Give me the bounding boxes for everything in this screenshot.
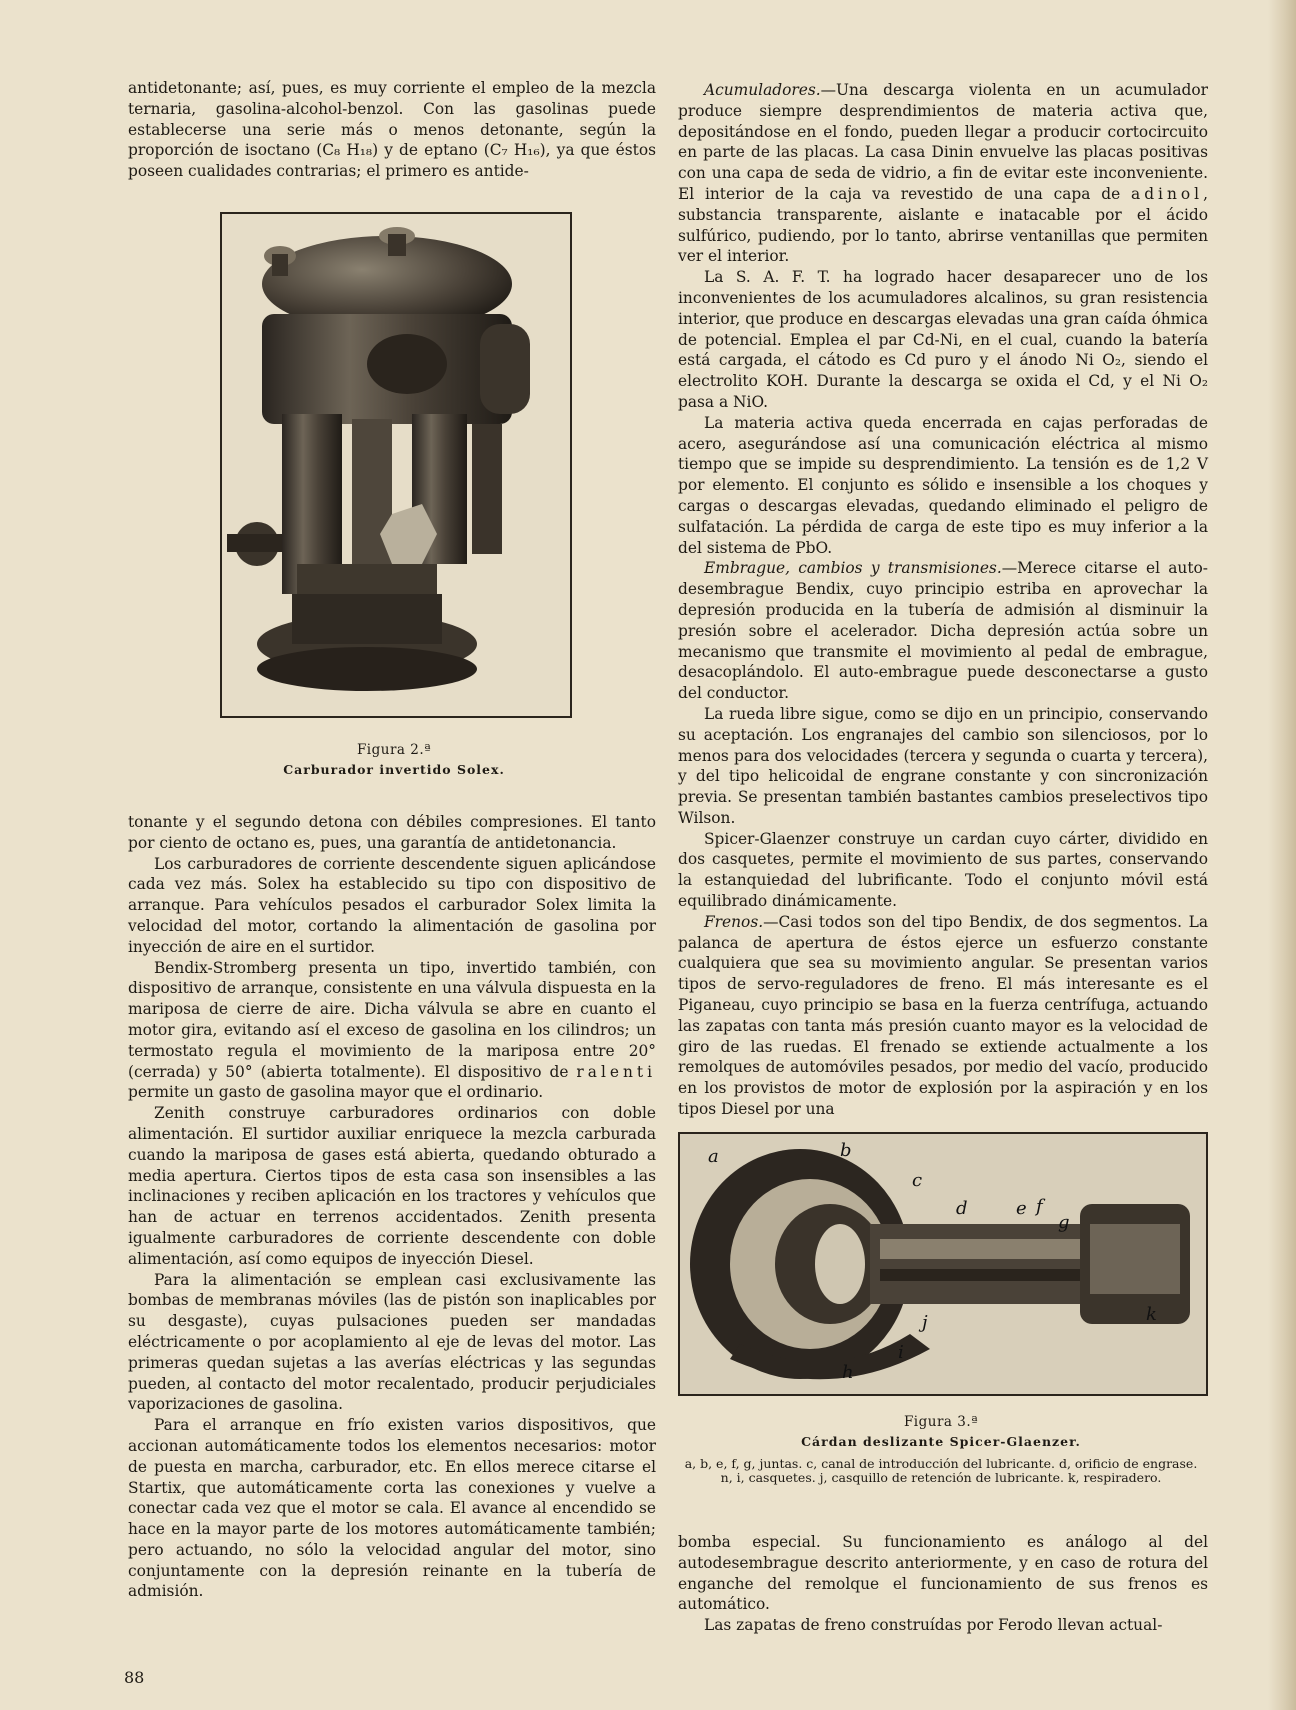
paragraph bbox=[678, 80, 1208, 267]
figure-3-title: Cárdan deslizante Spicer-Glaenzer. bbox=[801, 1434, 1081, 1449]
figure-3-letter-g: g bbox=[1058, 1212, 1070, 1233]
page-edge-shadow bbox=[1268, 0, 1296, 1710]
figure-3-letter-c: c bbox=[912, 1170, 923, 1191]
paragraph: La materia activa queda encerrada en cajas perforadas de acero, asegurándose así una comunicación eléctrica al mismo tiempo que se impide su desprendimiento. La tensión es de 1,2 V por elemento. El conjunto es sólido e insensible a los choques y cargas o descargas elevadas, quedando eliminado el peligro de sulfatación. La pérdida de carga de este tipo es muy inferior a la del sistema de PbO. bbox=[678, 413, 1208, 557]
paragraph: Zenith construye carburadores ordinarios con doble alimentación. El surtidor auxiliar enriquece la mezcla carburada cuando la mariposa de gases está abierta, quedando obturado a media apertura. Ciertos tipos de esta casa son insensibles a las inclinaciones y reciben aplicación en los tractores y vehículos que han de actuar en terrenos accidentados. Zenith presenta igualmente carburadores de corriente descendente con doble alimentación, así como equipos de inyección Diesel. bbox=[128, 1104, 656, 1268]
figure-2-title: Carburador invertido Solex. bbox=[283, 762, 505, 777]
spaced-term: ralenti bbox=[576, 1062, 656, 1081]
right-column-bottom bbox=[678, 1532, 1208, 1636]
figure-3-letter-a: a bbox=[708, 1146, 719, 1167]
spaced-term: adinol bbox=[1131, 184, 1204, 203]
paragraph: La rueda libre sigue, como se dijo en un principio, conservando su aceptación. Los engranajes del cambio son silenciosos, por lo menos para dos velocidades (tercera y segunda o cuarta y tercera), y del tipo helicoidal de engrane constante y con sincronización previa. Se presentan también bastantes cambios preselectivos tipo Wilson. bbox=[678, 704, 1208, 827]
right-column bbox=[678, 80, 1208, 1120]
left-column-bottom bbox=[128, 812, 656, 1602]
paragraph-text: Bendix-Stromberg presenta un tipo, invertido también, con dispositivo de arranque, consistente en una válvula dispuesta en la mariposa de cierre de aire. Dicha válvula se abre en cuanto el motor gira, evitando así el exceso de gasolina en los cilindros; un termostato regula el movimiento de la mariposa entre 20° (cerrada) y 50° (abierta totalmente). El dispositivo de bbox=[128, 958, 656, 1081]
paragraph: Las zapatas de freno construídas por Ferodo llevan actual- bbox=[704, 1616, 1163, 1635]
paragraph-text: —Una descarga violenta en un acumulador produce siempre desprendimientos de materia activa que, depositándose en el fondo, pueden llegar a producir cortocircuito en parte de las placas. La casa Dinin envuelve las placas positivas con una capa de seda de vidrio, a fin de evitar este inconveniente. El interior de la caja va revestido de una capa de bbox=[678, 81, 1208, 203]
figure-2-photo bbox=[220, 212, 572, 718]
paragraph-text: —Merece citarse el auto-desembrague Bendix, cuyo principio estriba en aprovechar la depresión producida en la tubería de admisión al disminuir la presión sobre el acelerador. Dicha depresión actúa sobre un mecanismo que transmite el movimiento al pedal de embrague, desacoplándolo. El auto-embrague puede desconectarse a gusto del conductor. bbox=[678, 559, 1208, 703]
paragraph: bomba especial. Su funcionamiento es análogo al del autodesembrague descrito anteriormente, y en caso de rotura del enganche del remolque el funcionamiento de sus frenos es automático. bbox=[678, 1533, 1208, 1614]
left-column-top bbox=[128, 78, 656, 182]
section-heading: Frenos. bbox=[704, 912, 764, 931]
figure-3-label: Figura 3.ª bbox=[903, 1414, 979, 1430]
figure-3-letter-i: i bbox=[898, 1342, 904, 1363]
section-heading: Embrague, cambios y transmisiones. bbox=[704, 559, 1002, 578]
figure-3-letter-d: d bbox=[956, 1198, 968, 1219]
figure-2-label: Figura 2.ª bbox=[356, 742, 432, 758]
paragraph: antidetonante; así, pues, es muy corriente el empleo de la mezcla ternaria, gasolina-alcohol-benzol. Con las gasolinas puede establecerse una serie más o menos detonante, según la proporción de isoctano (C₈ H₁₈) y de eptano (C₇ H₁₆), ya que éstos poseen cualidades contrarias; el primero es antide- bbox=[128, 79, 656, 181]
figure-3-legend: a, b, e, f, g, juntas. c, canal de introducción del lubricante. d, orificio de engrase. n, i, casquetes. j, casquillo de retención de lubricante. k, respiradero. bbox=[684, 1456, 1198, 1485]
paragraph: Para el arranque en frío existen varios dispositivos, que accionan automáticamente todos los elementos necesarios: motor de puesta en marcha, carburador, etc. En ellos merece citarse el Startix, que automáticamente corta las conexiones y vuelve a conectar cada vez que el motor se cala. El avance al encendido se hace en la mayor parte de los motores automáticamente también; pero actuando, no sólo la velocidad angular del motor, sino conjuntamente con la depresión reinante en la tubería de admisión. bbox=[128, 1416, 656, 1601]
cardan-illustration bbox=[680, 1134, 1206, 1394]
paragraph: Spicer-Glaenzer construye un cardan cuyo cárter, dividido en dos casquetes, permite el movimiento de sus partes, conservando la estanquiedad del lubrificante. Todo el conjunto móvil está equilibrado dinámicamente. bbox=[678, 829, 1208, 911]
paragraph: La S. A. F. T. ha logrado hacer desaparecer uno de los inconvenientes de los acumuladores alcalinos, su gran resistencia interior, que produce en descargas elevadas una gran caída óhmica de potencial. Emplea el par Cd-Ni, en el cual, cuando la batería está cargada, el cátodo es Cd puro y el ánodo Ni O₂, siendo el electrolito KOH. Durante la descarga se oxida el Cd, y el Ni O₂ pasa a NiO. bbox=[678, 268, 1208, 411]
paragraph bbox=[128, 958, 656, 1104]
carburetor-illustration bbox=[222, 214, 570, 716]
figure-2-caption bbox=[220, 742, 568, 777]
figure-3-photo bbox=[678, 1132, 1208, 1396]
section-heading: Acumuladores. bbox=[704, 81, 821, 99]
figure-3-letter-k: k bbox=[1146, 1304, 1157, 1325]
figure-3-letter-f: f bbox=[1036, 1196, 1043, 1217]
figure-3-letter-j: j bbox=[922, 1312, 928, 1333]
paragraph: tonante y el segundo detona con débiles compresiones. El tanto por ciento de octano es, pues, una garantía de antidetonancia. bbox=[128, 813, 656, 852]
paragraph bbox=[678, 558, 1208, 704]
figure-3-letter-h: h bbox=[842, 1362, 854, 1383]
figure-3-letter-b: b bbox=[840, 1140, 852, 1161]
figure-3-caption bbox=[678, 1414, 1204, 1485]
page-number: 88 bbox=[124, 1668, 145, 1687]
paragraph bbox=[678, 912, 1208, 1120]
paragraph-text: —Casi todos son del tipo Bendix, de dos segmentos. La palanca de apertura de éstos ejerce un esfuerzo constante cualquiera que sea su movimiento angular. Se presentan varios tipos de servo-reguladores de freno. El más interesante es el Piganeau, cuyo principio se basa en la fuerza centrífuga, actuando las zapatas con tanta más presión cuanto mayor es la velocidad de giro de las ruedas. El frenado se extiende actualmente a los remolques de automóviles pesados, por medio del vacío, producido en los provistos de motor de explosión por la aspiración y en los tipos Diesel por una bbox=[678, 912, 1208, 1119]
paragraph: Para la alimentación se emplean casi exclusivamente las bombas de membranas móviles (las de pistón son inaplicables por su desgaste), cuyas pulsaciones pueden ser mandadas eléctricamente o por acoplamiento al eje de levas del motor. Las primeras quedan sujetas a las averías eléctricas y las segundas pueden, al contacto del motor recalentado, producir perjudiciales vaporizaciones de gasolina. bbox=[128, 1270, 656, 1414]
paragraph: Los carburadores de corriente descendente siguen aplicándose cada vez más. Solex ha establecido su tipo con dispositivo de arranque. Para vehículos pesados el carburador Solex limita la velocidad del motor, cortando la alimentación de gasolina por inyección de aire en el surtidor. bbox=[128, 854, 656, 956]
figure-3-letter-e: e bbox=[1016, 1198, 1027, 1219]
paragraph-text: permite un gasto de gasolina mayor que el ordinario. bbox=[128, 1083, 544, 1102]
paragraph-text: , substancia transparente, aislante e inatacable por el ácido sulfúrico, pudiendo, por lo tanto, abrirse ventanillas que permiten ver el interior. bbox=[678, 184, 1208, 266]
